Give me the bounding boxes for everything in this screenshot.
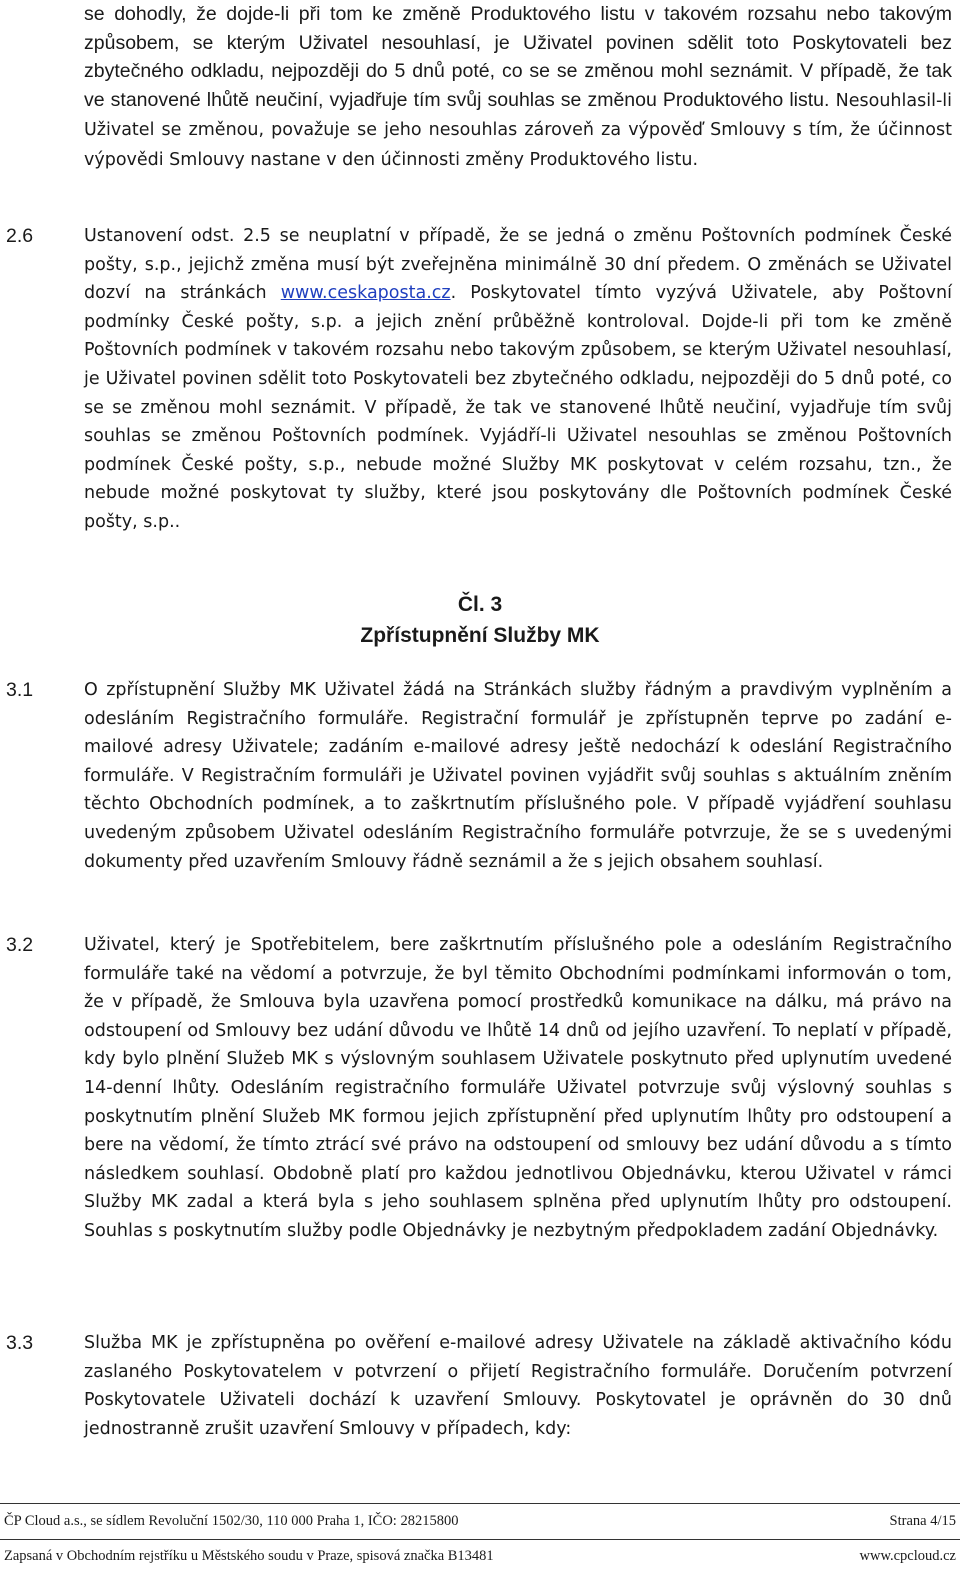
paragraph-2-6-after-link: . Poskytovatel tímto vyzývá Uživatele, aby Poštovní podmínky České pošty, s.p. a jejich znění průběžně kontroloval. Dojde-li při tom ke změně Poštovních podmínek v takovém rozsahu nebo takovým způsobem, se kterým Uživatel nesouhlasí, je Uživatel povinen sdělit toto Poskytovateli bez zbytečného odkladu, nejpozději do 5 dnů poté, co se se změnou mohl seznámit. V případě, že tak ve stanovené lhůtě neučiní, vyjadřuje tím svůj souhlas se změnou Poštovních podmínek. Vyjádří-li Uživatel nesouhlas se změnou Poštovních podmínek České pošty, s.p., nebude možné Služby MK poskytovat v celém rozsahu, tzn., že nebude možné poskytovat ty služby, které jsou poskytovány dle Poštovních podmínek České pošty, s.p.. [84,283,952,532]
item-number-3-3: 3.3 [6,1332,34,1354]
article-number: Čl. 3 [457,593,503,616]
footer-page-number: Strana 4/15 [889,1513,956,1529]
item-number-3-2: 3.2 [6,934,34,956]
paragraph-2-6-before-link: Ustanovení odst. 2.5 se neuplatní v případě, že se jedná o změnu Poštovních podmínek České pošty, s.p., jejichž změna musí být zveřejněna minimálně 30 dní předem. O změnách se Uživatel dozví na stránkách [84,226,952,304]
paragraph-2-6 [84,222,952,537]
footer-registry-line: Zapsaná v Obchodním rejstříku u Městského soudu v Praze, spisová značka B13481 [4,1548,494,1564]
paragraph-3-2: Uživatel, který je Spotřebitelem, bere zaškrtnutím příslušného pole a odesláním Registračního formuláře také na vědomí a potvrzuje, že byl těmito Obchodními podmínkami informován o tom, že v případě, že Smlouva byla uzavřena pomocí prostředků komunikace na dálku, má právo na odstoupení od Smlouvy bez udání důvodu ve lhůtě 14 dnů od jejího uzavření. To neplatí v případě, kdy bylo plnění Služeb MK s výslovným souhlasem Uživatele poskytnuto před uplynutím uvedené 14-denní lhůty. Odesláním registračního formuláře Uživatel potvrzuje svůj výslovný souhlas s poskytnutím plnění Služeb MK formou jejich zpřístupnění před uplynutím lhůty pro odstoupení a bere na vědomí, že tímto ztrácí své právo na odstoupení od smlouvy bez udání důvodu a s tímto následkem souhlasí. Obdobně platí pro každou jednotlivou Objednávku, kterou Uživatel v rámci Služby MK zadal a která byla s jeho souhlasem splněna před uplynutím lhůty pro odstoupení. Souhlas s poskytnutím služby podle Objednávky je nezbytným předpokladem zadání Objednávky. [84,935,952,1241]
paragraph-2-5-part2: Nesouhlasil-li Uživatel se změnou, považuje se jeho nesouhlas zároveň za výpověď Smlouvy s tím, že účinnost výpovědi Smlouvy nastane v den účinnosti změny Produktového listu. [84,90,952,170]
footer-divider-bottom [0,1539,960,1540]
item-number-2-6: 2.6 [6,225,34,247]
item-number-3-1: 3.1 [6,679,34,701]
paragraph-3-1: O zpřístupnění Služby MK Uživatel žádá na Stránkách služby řádným a pravdivým vyplněním a odesláním Registračního formuláře. Registrační formulář je zpřístupněn teprve po zadání e-mailové adresy Uživatele; zadáním e-mailové adresy ještě nedochází k odeslání Registračního formuláře. V Registračním formuláři je Uživatel povinen vyjádřit svůj souhlas s aktuálním zněním těchto Obchodních podmínek, a to zaškrtnutím příslušného pole. V případě vyjádření souhlasu uvedeným způsobem Uživatel odesláním Registračního formuláře potvrzuje, že se s uvedenými dokumenty před uzavřením Smlouvy řádně seznámil a že s jejich obsahem souhlasí. [84,680,952,872]
footer-company-line: ČP Cloud a.s., se sídlem Revoluční 1502/30, 110 000 Praha 1, IČO: 28215800 [4,1513,459,1529]
paragraph-2-5-continuation [84,0,952,175]
paragraph-3-3: Služba MK je zpřístupněna po ověření e-mailové adresy Uživatele na základě aktivačního kódu zaslaného Poskytovatelem v potvrzení o přijetí Registračního formuláře. Doručením potvrzení Poskytovatele Uživateli dochází k uzavření Smlouvy. Poskytovatel je oprávněn do 30 dnů jednostranně zrušit uzavření Smlouvy v případech, kdy: [84,1333,952,1439]
footer-divider-top [0,1503,960,1504]
footer-website[interactable]: www.cpcloud.cz [859,1548,956,1564]
ceskaposta-link[interactable]: www.ceskaposta.cz [280,283,451,304]
paragraph-2-5-part1: se dohodly, že dojde-li při tom ke změně Produktového listu v takovém rozsahu nebo takovým způsobem, se kterým Uživatel nesouhlasí, je Uživatel povinen sdělit toto Poskytovateli bez zbytečného odkladu, nejpozději do 5 dnů poté, co se se změnou mohl seznámit. V případě, že tak ve stanovené lhůtě neučiní, vyjadřuje tím svůj souhlas se změnou Produktového listu. [84,3,952,111]
article-title: Zpřístupnění Služby MK [360,624,600,647]
